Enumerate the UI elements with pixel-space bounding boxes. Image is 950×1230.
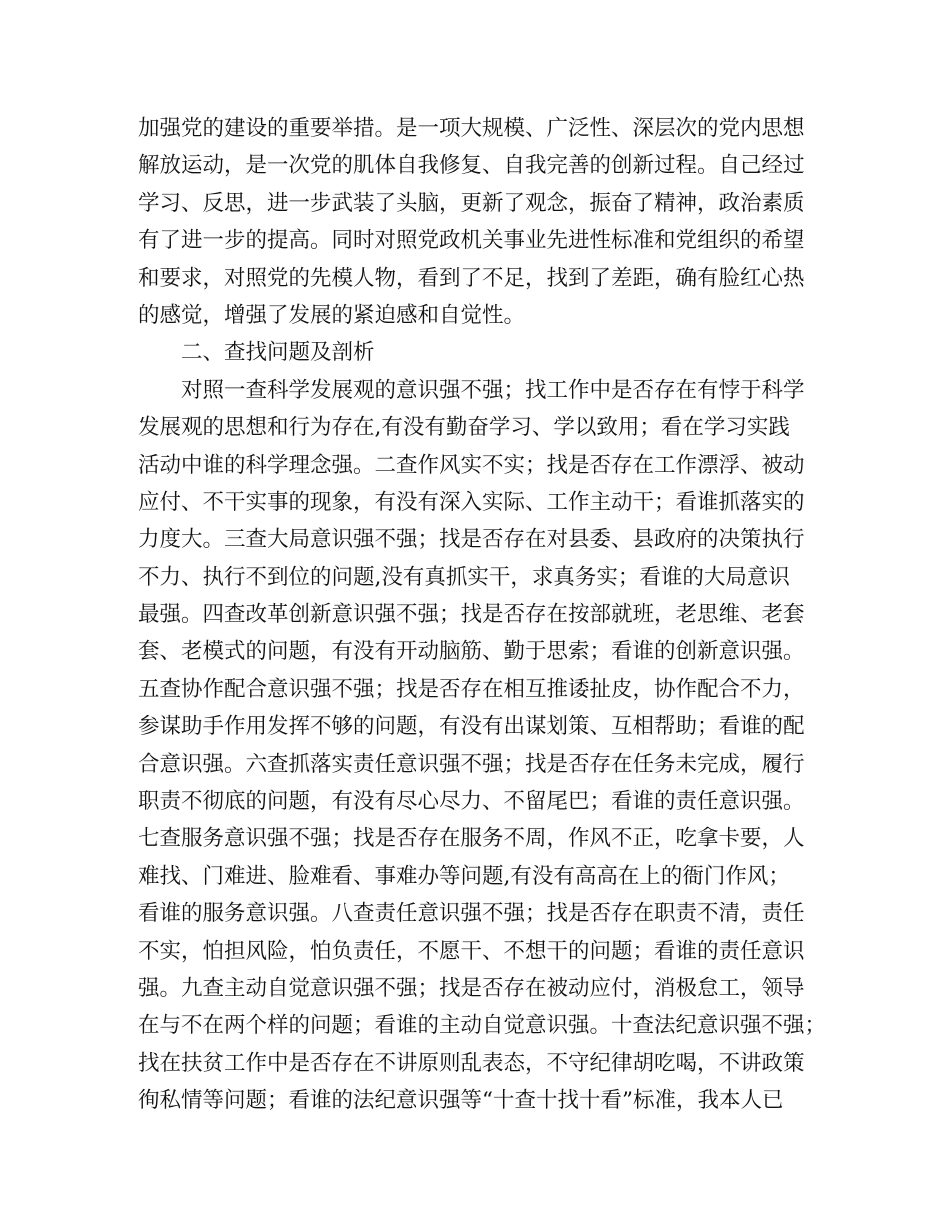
text-line: 应付、不干实事的现象，有没有深入实际、工作主动干；看谁抓落实的 — [138, 489, 805, 515]
text-line: 合意识强。六查抓落实责任意识强不强；找是否存在任务未完成，履行 — [138, 751, 805, 777]
text-line: 找在扶贫工作中是否存在不讲原则乱表态，不守纪律胡吃喝，不讲政策 — [138, 1050, 805, 1076]
text-line: 不实，怕担风险，怕负责任，不愿干、不想干的问题；看谁的责任意识 — [138, 938, 805, 964]
paragraph-1 — [138, 110, 818, 334]
text-line: 发展观的思想和行为存在,有没有勤奋学习、学以致用；看在学习实践 — [138, 415, 790, 441]
text-line: 不力、执行不到位的问题,没有真抓实干，求真务实；看谁的大局意识 — [138, 564, 790, 590]
text-line: 加强党的建设的重要举措。是一项大规模、广泛性、深层次的党内思想 — [138, 116, 805, 141]
text-line: 难找、门难进、脸难看、事难办等问题,有没有高高在上的衙门作风； — [138, 863, 790, 889]
text-line: 的感觉，增强了发展的紧迫感和自觉性。 — [138, 302, 526, 328]
paragraph-2 — [138, 372, 827, 1120]
text-line: 职责不彻底的问题，有没有尽心尽力、不留尾巴；看谁的责任意识强。 — [138, 789, 805, 815]
text-line: 有了进一步的提高。同时对照党政机关事业先进性标准和党组织的希望 — [138, 228, 805, 254]
text-line: 活动中谁的科学理念强。二查作风实不实；找是否存在工作漂浮、被动 — [138, 452, 805, 478]
document-page — [138, 110, 827, 1120]
text-line: 和要求，对照党的先模人物，看到了不足，找到了差距，确有脸红心热 — [138, 265, 805, 291]
text-line: 看谁的服务意识强。八查责任意识强不强；找是否存在职责不清，责任 — [138, 901, 805, 927]
text-line: 参谋助手作用发挥不够的问题，有没有出谋划策、互相帮助；看谁的配 — [138, 714, 805, 740]
text-line: 七查服务意识强不强；找是否存在服务不周，作风不正，吃拿卡要，人 — [138, 826, 805, 852]
text-line: 学习、反思，进一步武装了头脑，更新了观念，振奋了精神，政治素质 — [138, 190, 805, 216]
text-line: 力度大。三查大局意识强不强；找是否存在对县委、县政府的决策执行 — [138, 527, 805, 553]
text-line: 解放运动，是一次党的肌体自我修复、自我完善的创新过程。自己经过 — [138, 153, 805, 179]
text-line: 在与不在两个样的问题；看谁的主动自觉意识强。十查法纪意识强不强； — [138, 1013, 827, 1039]
text-line: 五查协作配合意识强不强；找是否存在相互推诿扯皮，协作配合不力， — [138, 676, 805, 702]
text-line: 对照一查科学发展观的意识强不强；找工作中是否存在有悖于科学 — [181, 377, 805, 403]
text-line: 徇私情等问题；看谁的法纪意识强等“十查十找十看”标准，我本人已 — [138, 1088, 784, 1114]
section-heading: 二、查找问题及剖析 — [181, 340, 375, 366]
text-line: 强。九查主动自觉意识强不强；找是否存在被动应付，消极怠工，领导 — [138, 975, 805, 1001]
text-line: 最强。四查改革创新意识强不强；找是否存在按部就班，老思维、老套 — [138, 602, 805, 628]
text-line: 套、老模式的问题，有没有开动脑筋、勤于思索；看谁的创新意识强。 — [138, 639, 805, 665]
